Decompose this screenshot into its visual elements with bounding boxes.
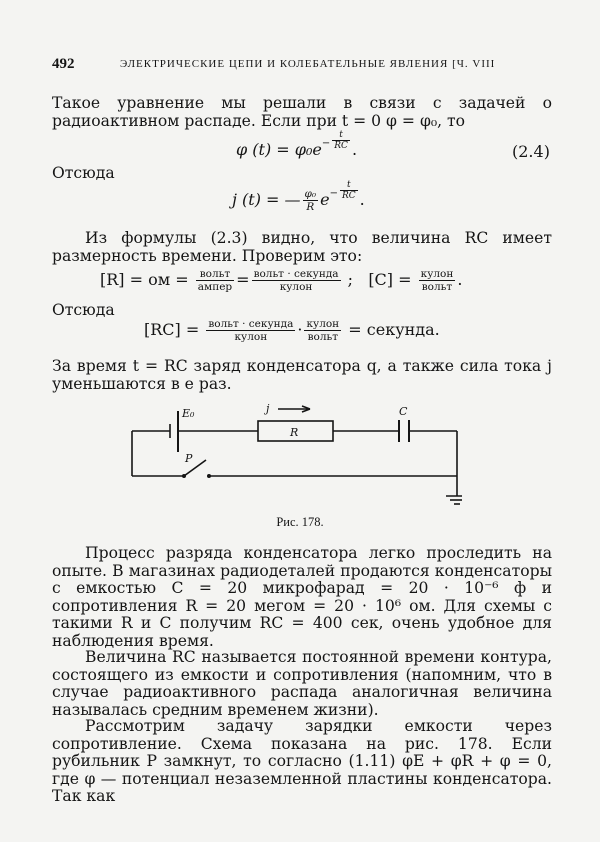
units-end: .: [457, 270, 463, 289]
eq-j-exp-num: t: [340, 180, 358, 191]
otsyuda-2: [52, 302, 552, 320]
paragraph-5: [52, 649, 552, 719]
equation-label: (2.4): [512, 142, 550, 161]
eq-2-4-end: .: [351, 140, 358, 159]
eq-j-e: e: [320, 190, 330, 209]
units-r-lhs: [R] = ом =: [100, 270, 189, 289]
paragraph-4: [52, 545, 552, 650]
otsyuda-1: [52, 165, 552, 183]
running-header: [52, 56, 552, 76]
eq-2-4-exp-den: RC: [334, 141, 348, 151]
rc-rhs: = секунда.: [348, 320, 440, 339]
label-p: P: [185, 452, 193, 465]
rc-equation: [144, 318, 440, 343]
rc-f1-den: кулон: [234, 331, 268, 343]
paragraph-1-text: Такое уравнение мы решали в связи с задачей о радиоактивном распаде. Если при t = 0 φ = φ₀, то: [52, 94, 552, 130]
units-f2-num: вольт · секунда: [253, 268, 339, 280]
page-number: 492: [52, 56, 75, 72]
rc-frac-1: [206, 318, 295, 343]
paragraph-4-text: Процесс разряда конденсатора легко проследить на опыте. В магазинах радиодеталей продаются конденсаторы с емкостью C = 20 микрофарад = 20 · 10⁻⁶ ф и сопротивления R = 20 мегом = 20 · 10⁶ ом. Для схемы с такими R и C получим RC = 400 сек, очень удобное для наблюдения время.: [52, 544, 552, 650]
units-f2-den: кулон: [279, 281, 313, 293]
paragraph-2-text: Из формулы (2.3) видно, что величина RC имеет размерность времени. Проверим это:: [52, 229, 552, 265]
eq-j-fraction: [303, 188, 319, 213]
circuit-diagram: [112, 404, 462, 512]
units-f3-num: кулон: [420, 268, 454, 280]
label-e0: E₀: [182, 407, 195, 420]
rc-f2-den: вольт: [307, 331, 339, 343]
rc-f1-num: вольт · секунда: [208, 318, 294, 330]
units-frac-2: [252, 268, 341, 293]
equation-2-4: φ (t) = φ₀e− $\frac{t}{RC}$ .: [236, 130, 358, 159]
label-c: C: [399, 405, 408, 418]
eq-2-4-exponent: [332, 130, 350, 151]
units-equation: [R] = ом = $\frac{\text{вольт}}{\text{ампер}}$ = $\frac{\text{вольт · секунда}}{\text{кулон}}$ ; [C] = $\frac{\text{кулон}}{\text{вольт}}$ .: [100, 268, 463, 293]
running-title: ЭЛЕКТРИЧЕСКИЕ ЦЕПИ И КОЛЕБАТЕЛЬНЫЕ ЯВЛЕНИЯ [Ч. VIII: [120, 58, 496, 70]
figure-caption: Рис. 178.: [276, 515, 324, 529]
paragraph-3: [52, 358, 552, 393]
rc-f2-num: кулон: [306, 318, 340, 330]
eq-j-lhs: j (t) = —: [232, 190, 301, 209]
eq-2-4-lhs: φ (t) = φ₀e: [236, 140, 322, 159]
equation-current: j (t) = — $\frac{\text{φ₀}}{R}$ e− $\frac{t}{RC}$ .: [232, 180, 365, 213]
eq-j-den: R: [306, 201, 315, 213]
label-r: R: [290, 426, 299, 439]
paragraph-6-text: Рассмотрим задачу зарядки емкости через сопротивление. Схема показана на рис. 178. Если рубильник P замкнут, то согласно (1.11) φE + φR + φ = 0, где φ — потенциал незаземленной пластины конденсатора. Так как: [52, 717, 552, 805]
switch-pivot: [182, 474, 186, 478]
rc-frac-2: [304, 318, 341, 343]
eq-2-4-exp-num: t: [332, 130, 350, 141]
units-f1-den: ампер: [197, 281, 233, 293]
paragraph-3-text: За время t = RC заряд конденсатора q, а также сила тока j уменьшаются в e раз.: [52, 357, 552, 393]
units-sep: ;: [347, 270, 354, 289]
label-j: j: [266, 404, 270, 415]
paragraph-1: [52, 95, 552, 130]
eq-j-num: φ₀: [304, 188, 317, 200]
rc-lhs: [RC] =: [144, 320, 200, 339]
otsyuda-1-text: Отсюда: [52, 164, 115, 182]
units-frac-1: [196, 268, 234, 293]
paragraph-5-text: Величина RC называется постоянной времени контура, состоящего из емкости и сопротивления (напомним, что в случае радиоактивного распада аналогичная величина называлась средним временем жизни).: [52, 648, 552, 719]
eq-j-exponent: [340, 180, 358, 201]
eq-j-end: .: [359, 190, 365, 209]
eq-j-exp-den: RC: [341, 191, 356, 201]
units-frac-3: [419, 268, 456, 293]
paragraph-2: [52, 230, 552, 265]
units-f3-den: вольт: [421, 281, 453, 293]
otsyuda-2-text: Отсюда: [52, 301, 115, 319]
paragraph-6: [52, 718, 552, 806]
units-f1-num: вольт: [196, 268, 234, 281]
units-c-lhs: [C] =: [368, 270, 412, 289]
switch-contact: [207, 474, 211, 478]
rc-dot: ·: [297, 320, 303, 339]
